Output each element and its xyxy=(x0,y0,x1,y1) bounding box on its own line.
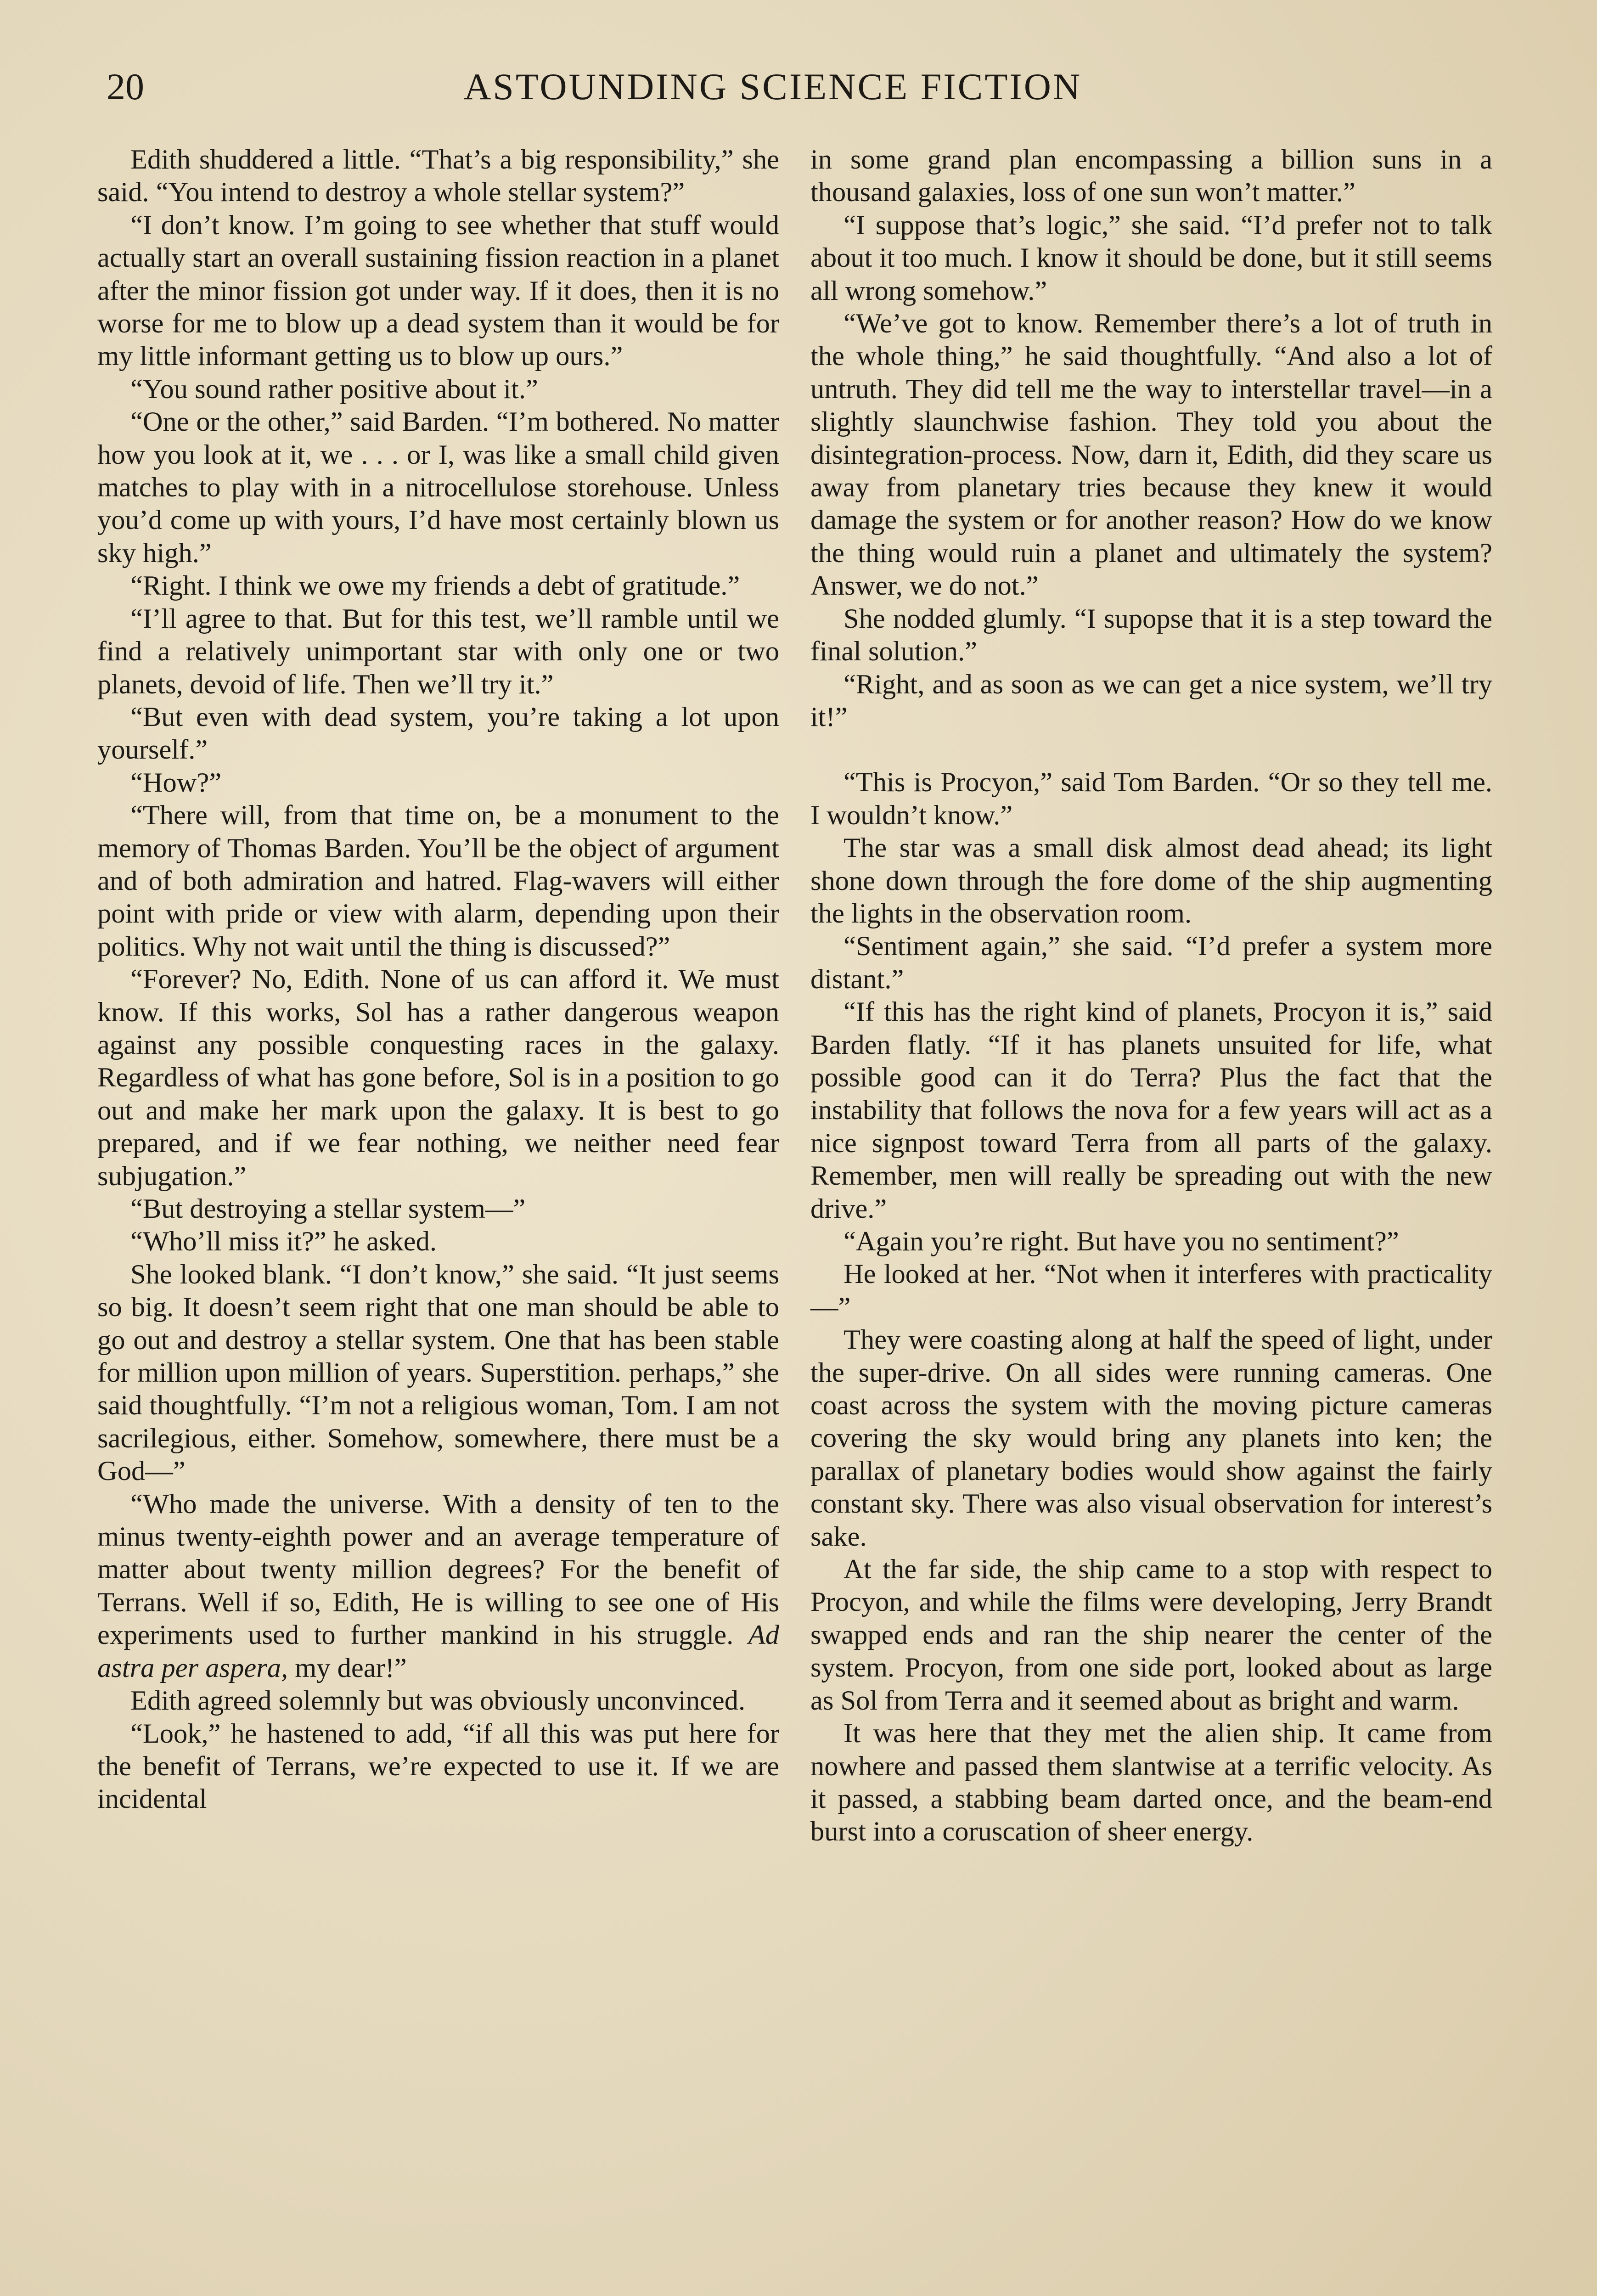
right-column xyxy=(810,143,1492,1848)
paragraph: “Right, and as soon as we can get a nice system, we’ll try it!” xyxy=(810,669,1492,732)
paragraph: “Right. I think we owe my friends a debt of gratitude.” xyxy=(130,570,740,602)
left-column xyxy=(97,143,779,1816)
paragraph: “If this has the right kind of planets, Procyon it is,” said Barden flatly. “If it has planets unsuited for life, what possible good can it do Terra? Plus the fact that the instability that follows the nova for a few years will act as a nice signpost toward Terra from all parts of the galaxy. Remember, men will really be spreading out with the new drive.” xyxy=(810,996,1492,1224)
paragraph: He looked at her. “Not when it interferes with practicality—” xyxy=(810,1259,1492,1322)
paragraph: “But even with dead system, you’re taking a lot upon yourself.” xyxy=(97,701,779,765)
paragraph: “I’ll agree to that. But for this test, we’ll ramble until we find a relatively unimportant star with only one or two planets, devoid of life. Then we’ll try it.” xyxy=(97,603,779,700)
paragraph: “How?” xyxy=(130,767,222,798)
paragraph: “You sound rather positive about it.” xyxy=(130,373,538,405)
paragraph: Edith agreed solemnly but was obviously unconvinced. xyxy=(130,1685,746,1716)
paragraph xyxy=(97,1488,779,1684)
paragraph: “This is Procyon,” said Tom Barden. “Or so they tell me. I wouldn’t know.” xyxy=(810,767,1492,831)
paragraph: “But destroying a stellar system—” xyxy=(130,1193,526,1224)
paragraph: She nodded glumly. “I supopse that it is a step toward the final solution.” xyxy=(810,603,1492,667)
paragraph: “We’ve got to know. Remember there’s a lot of truth in the whole thing,” he said thoughtfully. “And also a lot of untruth. They did tell me the way to interstellar travel—in a slightly slaunchwise fashion. They told you about the disintegration-process. Now, darn it, Edith, did they scare us away from planetary tries because they knew it would damage the system or for another reason? How do we know the thing would ruin a planet and ultimately the system? Answer, we do not.” xyxy=(810,308,1492,602)
paragraph: “I suppose that’s logic,” she said. “I’d prefer not to talk about it too much. I know it should be done, but it still seems all wrong somehow.” xyxy=(810,209,1492,306)
paragraph: “Look,” he hastened to add, “if all this was put here for the benefit of Terrans, we’re expected to use it. If we are incidental xyxy=(97,1718,779,1815)
paragraph: “There will, from that time on, be a monument to the memory of Thomas Barden. You’ll be the object of argument and of both admiration and hatred. Flag-wavers will either point with pride or view with alarm, depending upon their politics. Why not wait until the thing is discussed?” xyxy=(97,800,779,962)
paragraph: It was here that they met the alien ship. It came from nowhere and passed them slantwise at a terrific velocity. As it passed, a stabbing beam darted once, and the beam-end burst into a coruscation of sheer energy. xyxy=(810,1718,1492,1847)
paragraph: At the far side, the ship came to a stop with respect to Procyon, and while the films were developing, Jerry Brandt swapped ends and ran the ship nearer the center of the system. Procyon, from one side port, looked about as large as Sol from Terra and it seemed about as bright and warm. xyxy=(810,1554,1492,1716)
paragraph-continued: in some grand plan encompassing a billion suns in a thousand galaxies, loss of one sun won’t matter.” xyxy=(810,144,1492,208)
paragraph: “Forever? No, Edith. None of us can afford it. We must know. If this works, Sol has a rather dangerous weapon against any possible conquesting races in the galaxy. Regardless of what has gone before, Sol is in a position to go out and make her mark upon the galaxy. It is best to go prepared, and if we fear nothing, we neither need fear subjugation.” xyxy=(97,964,779,1192)
latin-phrase: Ad astra per aspera, xyxy=(97,1620,779,1683)
paragraph: She looked blank. “I don’t know,” she said. “It just seems so big. It doesn’t seem right that one man should be able to go out and destroy a stellar system. One that has been stable for million upon million of years. Superstition. perhaps,” she said thoughtfully. “I’m not a religious woman, Tom. I am not sacrilegious, either. Somehow, somewhere, there must be a God—” xyxy=(97,1259,779,1487)
paragraph: They were coasting along at half the speed of light, under the super-drive. On all sides were running cameras. One coast across the system with the moving picture cameras covering the sky would bring any planets into ken; the parallax of planetary bodies would show against the fairly constant sky. There was also visual observation for interest’s sake. xyxy=(810,1324,1492,1552)
paragraph: The star was a small disk almost dead ahead; its light shone down through the fore dome of the ship augmenting the lights in the observation room. xyxy=(810,833,1492,929)
paragraph: Edith shuddered a little. “That’s a big responsibility,” she said. “You intend to destroy a whole stellar system?” xyxy=(97,144,779,208)
paragraph: “Sentiment again,” she said. “I’d prefer a system more distant.” xyxy=(810,931,1492,995)
paragraph: “Again you’re right. But have you no sentiment?” xyxy=(843,1226,1399,1257)
paragraph: “I don’t know. I’m going to see whether that stuff would actually start an overall sustaining fission reaction in a planet after the minor fission got under way. If it does, then it is no worse for me to blow up a dead system than it would be for my little informant getting us to blow up ours.” xyxy=(97,209,779,372)
running-title: ASTOUNDING SCIENCE FICTION xyxy=(464,66,1082,107)
paragraph-text: my dear!” xyxy=(295,1652,407,1683)
paragraph: “One or the other,” said Barden. “I’m bothered. No matter how you look at it, we . . . or I, was like a small child given matches to play with in a nitrocellulose storehouse. Unless you’d come up with yours, I’d have most certainly blown us sky high.” xyxy=(97,406,779,568)
page-number: 20 xyxy=(107,66,144,107)
paragraph: “Who’ll miss it?” he asked. xyxy=(130,1226,437,1257)
paragraph-text: “Who made the universe. With a density of ten to the minus twenty-eighth power and an average temperature of matter about twenty million degrees? For the benefit of Terrans. Well if so, Edith, He is willing to see one of His experiments used to further mankind in his struggle. xyxy=(97,1488,779,1651)
